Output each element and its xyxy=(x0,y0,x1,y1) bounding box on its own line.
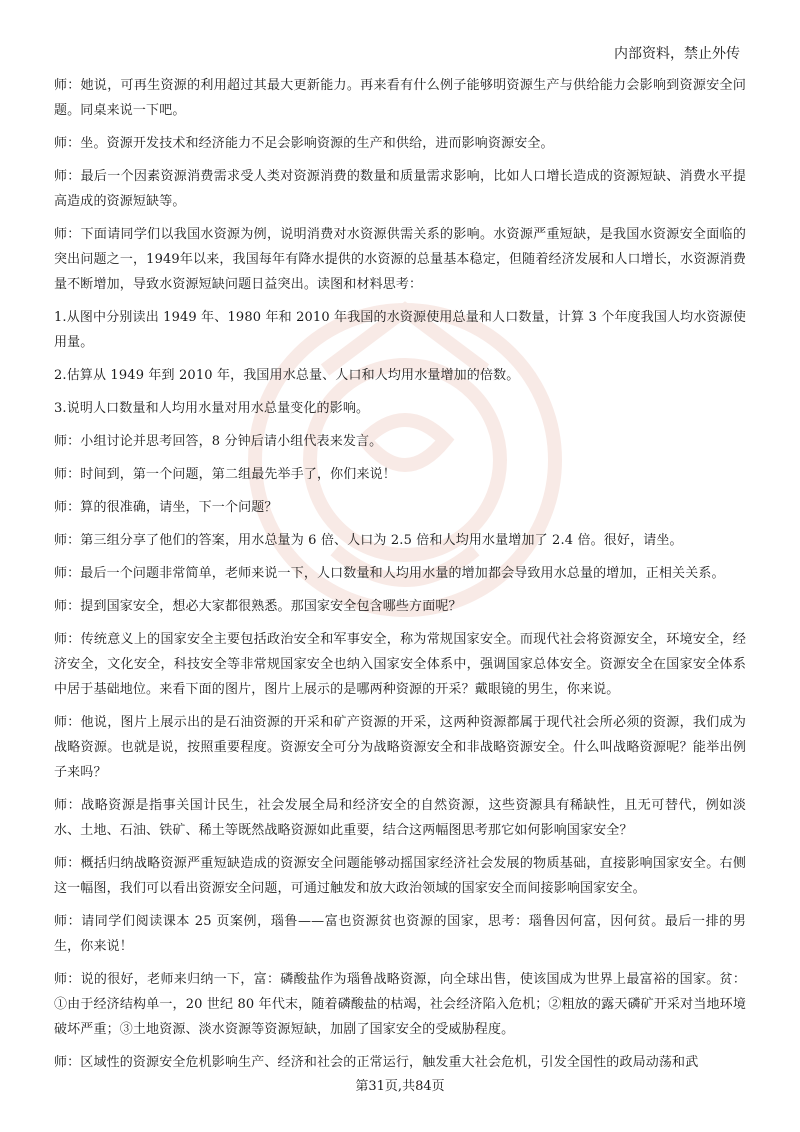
paragraph: 师：区域性的资源安全危机影响生产、经济和社会的正常运行，触发重大社会危机，引发全国性的政局动荡和武 xyxy=(54,1055,699,1070)
header-notice: 内部资料，禁止外传 xyxy=(614,46,740,62)
paragraph: 师：说的很好，老师来归纳一下，富：磷酸盐作为瑙鲁战略资源，向全球出售，使该国成为世界上最富裕的国家。贫：①由于经济结构单一，20 世纪 80 年代末，随着磷酸盐的枯竭，社会经济陷入危机；②粗放的露天磷矿开采对当地环境破坏严重；③土地资源、淡水资源等资源短缺，加剧了国家安全的受威胁程度。 xyxy=(54,972,746,1037)
paragraph: 师：提到国家安全，想必大家都很熟悉。那国家安全包含哪些方面呢？ xyxy=(54,599,462,614)
page-number: 第31页,共84页 xyxy=(355,1079,445,1094)
document-body xyxy=(54,73,746,1083)
paragraph: 师：最后一个因素资源消费需求受人类对资源消费的数量和质量需求影响，比如人口增长造成的资源短缺、消费水平提高造成的资源短缺等。 xyxy=(54,169,746,209)
question-item: 2.估算从 1949 年到 2010 年，我国用水总量、人口和人均用水量增加的倍数。 xyxy=(54,368,520,383)
question-item: 3.说明人口数量和人均用水量对用水总量变化的影响。 xyxy=(54,401,370,416)
paragraph: 师：第三组分享了他们的答案，用水总量为 6 倍、人口为 2.5 倍和人均用水量增加了 2.4 倍。很好，请坐。 xyxy=(54,533,683,548)
paragraph: 师：最后一个问题非常简单，老师来说一下，人口数量和人均用水量的增加都会导致用水总量的增加，正相关关系。 xyxy=(54,566,725,581)
paragraph: 师：概括归纳战略资源严重短缺造成的资源安全问题能够动摇国家经济社会发展的物质基础，直接影响国家安全。右侧这一幅图，我们可以看出资源安全问题，可通过触发和放大政治领域的国家安全而间接影响国家安全。 xyxy=(54,856,746,896)
paragraph: 师：坐。资源开发技术和经济能力不足会影响资源的生产和供给，进而影响资源安全。 xyxy=(54,136,554,151)
question-item: 1.从图中分别读出 1949 年、1980 年和 2010 年我国的水资源使用总量和人口数量，计算 3 个年度我国人均水资源使用量。 xyxy=(54,310,746,350)
paragraph: 师：算的很准确，请坐，下一个问题？ xyxy=(54,500,278,515)
paragraph: 师：他说，图片上展示出的是石油资源的开采和矿产资源的开采，这两种资源都属于现代社会所必须的资源，我们成为战略资源。也就是说，按照重要程度。资源安全可分为战略资源安全和非战略资源安全。什么叫战略资源呢？能举出例子来吗？ xyxy=(54,715,746,780)
paragraph: 师：时间到，第一个问题，第二组最先举手了，你们来说！ xyxy=(54,467,396,482)
paragraph: 师：战略资源是指事关国计民生，社会发展全局和经济安全的自然资源，这些资源具有稀缺性，且无可替代，例如淡水、土地、石油、铁矿、稀土等既然战略资源如此重要，结合这两幅图思考那它如何影响国家安全？ xyxy=(54,798,746,838)
paragraph: 师：传统意义上的国家安全主要包括政治安全和军事安全，称为常规国家安全。而现代社会将资源安全，环境安全，经济安全，文化安全，科技安全等非常规国家安全也纳入国家安全体系中，强调国家总体安全。资源安全在国家安全体系中居于基础地位。来看下面的图片，图片上展示的是哪两种资源的开采？戴眼镜的男生，你来说。 xyxy=(54,632,746,697)
paragraph: 师：请同学们阅读课本 25 页案例，瑙鲁——富也资源贫也资源的国家，思考：瑙鲁因何富，因何贫。最后一排的男生，你来说！ xyxy=(54,914,746,954)
paragraph: 师：下面请同学们以我国水资源为例，说明消费对水资源供需关系的影响。水资源严重短缺，是我国水资源安全面临的突出问题之一，1949年以来，我国每年有降水提供的水资源的总量基本稳定，但随着经济发展和人口增长，水资源消费量不断增加，导致水资源短缺问题日益突出。读图和材料思考： xyxy=(54,227,746,292)
paragraph: 师：她说，可再生资源的利用超过其最大更新能力。再来看有什么例子能够明资源生产与供给能力会影响到资源安全问题。同桌来说一下吧。 xyxy=(54,78,746,118)
paragraph: 师：小组讨论并思考回答，8 分钟后请小组代表来发言。 xyxy=(54,434,383,449)
